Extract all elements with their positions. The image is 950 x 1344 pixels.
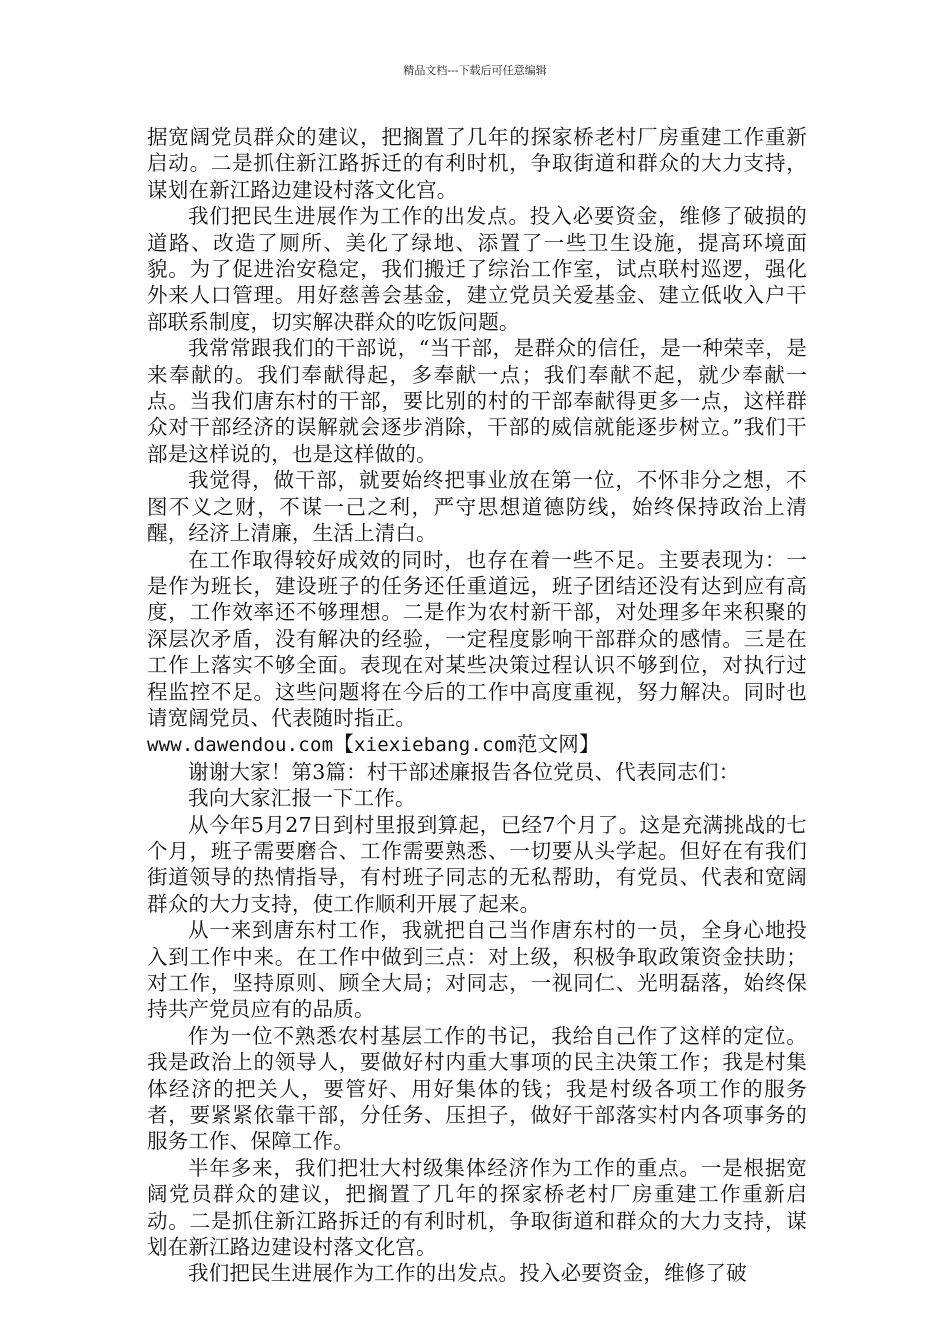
paragraph: 作为一位不熟悉农村基层工作的书记，我给自己作了这样的定位。我是政治上的领导人，要做好村内重大事项的民主决策工作；我是村集体经济的把关人，要管好、用好集体的钱；我是村级各项工作的服务者，要紧紧依靠干部，分任务、压担子，做好干部落实村内各项事务的服务工作、保障工作。	[147, 1023, 807, 1154]
page-header: 精品文档---下载后可任意编辑	[403, 64, 547, 77]
site-name: 范文网】	[516, 732, 600, 757]
paragraph: 在工作取得较好成效的同时，也存在着一些不足。主要表现为：一是作为班长，建设班子的任务还任重道远，班子团结还没有达到应有高度，工作效率还不够理想。二是作为农村新干部，对处理多年来积聚的深层次矛盾，没有解决的经验，一定程度影响干部群众的感情。三是在工作上落实不够全面。表现在对某些决策过程认识不够到位，对执行过程监控不足。这些问题将在今后的工作中高度重视，努力解决。同时也请宽阔党员、代表随时指正。	[147, 547, 807, 730]
paragraph: 我常常跟我们的干部说，“当干部，是群众的信任，是一种荣幸，是来奉献的。我们奉献得起，多奉献一点；我们奉献不起，就少奉献一点。当我们唐东村的干部，要比别的村的干部奉献得更多一点，这样群众对干部经济的误解就会逐步消除，干部的威信就能逐步树立。”我们干部是这样说的，也是这样做的。	[147, 336, 807, 466]
paragraph: 我向大家汇报一下工作。	[188, 786, 416, 811]
paragraph: 从一来到唐东村工作，我就把自己当作唐东村的一员，全身心地投入到工作中来。在工作中做到三点：对上级，积极争取政策资金扶助；对工作，坚持原则、顾全大局；对同志，一视同仁、光明磊落，始终保持共产党员应有的品质。	[147, 918, 807, 1022]
website-link[interactable]: www.dawendou.com	[147, 734, 334, 757]
paragraph: 我觉得，做干部，就要始终把事业放在第一位，不怀非分之想，不图不义之财，不谋一己之利，严守思想道德防线，始终保持政治上清醒，经济上清廉，生活上清白。	[147, 468, 807, 546]
document-body	[147, 124, 807, 1287]
paragraph: 从今年5月27日到村里报到算起，已经7个月了。这是充满挑战的七个月，班子需要磨合、工作需要熟悉、一切要从头学起。但好在有我们街道领导的热情指导，有村班子同志的无私帮助，有党员、代表和宽阔群众的大力支持，使工作顺利开展了起来。	[147, 812, 807, 916]
paragraph: 我们把民生进展作为工作的出发点。投入必要资金，维修了破	[188, 1261, 747, 1286]
website-link[interactable]: xiexiebang.com	[353, 734, 517, 757]
paragraph: 半年多来，我们把壮大村级集体经济作为工作的重点。一是根据宽阔党员群众的建议，把搁置了几年的探家桥老村厂房重建工作重新启动。二是抓住新江路拆迁的有利时机，争取街道和群众的大力支持，谋划在新江路边建设村落文化宫。	[147, 1155, 807, 1260]
bracket-open: 【	[333, 732, 354, 757]
paragraph: 据宽阔党员群众的建议，把搁置了几年的探家桥老村厂房重建工作重新启动。二是抓住新江路拆迁的有利时机，争取街道和群众的大力支持，谋划在新江路边建设村落文化宫。	[147, 125, 807, 202]
website-line	[147, 731, 807, 758]
paragraph: 我们把民生进展作为工作的出发点。投入必要资金，维修了破损的道路、改造了厕所、美化了绿地、添置了一些卫生设施，提高环境面貌。为了促进治安稳定，我们搬迁了综治工作室，试点联村巡逻，强化外来人口管理。用好慈善会基金，建立党员关爱基金、建立低收入户干部联系制度，切实解决群众的吃饭问题。	[147, 204, 807, 334]
paragraph: 谢谢大家！第3篇：村干部述廉报告各位党员、代表同志们：	[188, 759, 740, 784]
